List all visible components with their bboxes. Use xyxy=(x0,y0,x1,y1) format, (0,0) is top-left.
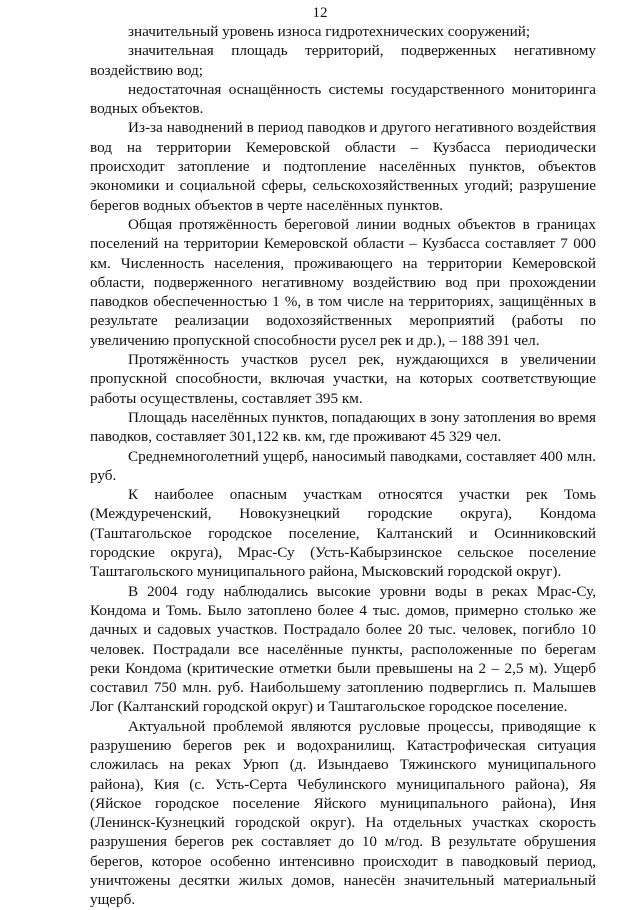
paragraph-2004-flood: В 2004 году наблюдались высокие уровни воды в реках Мрас-Су, Кондома и Томь. Было затоплено более 4 тыс. домов, примерно столько же дачных и садовых участков. Пострадало более 20 тыс. человек, погибло 10 человек. Пострадали все населённые пункты, расположенные по берегам реки Кондома (критические отметки были превышены на 2 – 2,5 м). Ущерб составил 750 млн. руб. Наибольшему затоплению подверглись п. Малышев Лог (Калтанский городской округ) и Таштагольское городское поселение. xyxy=(90,582,596,716)
paragraph-monitoring: недостаточная оснащённость системы государственного мониторинга водных объектов. xyxy=(90,80,596,118)
document-body xyxy=(90,22,596,910)
paragraph-river-sections: Протяжённость участков русел рек, нуждающихся в увеличении пропускной способности, включая участки, на которых соответствующие работы осуществлены, составляет 395 км. xyxy=(90,351,596,407)
paragraph-dangerous-sections: К наиболее опасным участкам относятся участки рек Томь (Междуреченский, Новокузнецкий городские округа), Кондома (Таштагольское городское поселение, Калтанский и Осинниковский городские округа), Мрас-Су (Усть-Кабырзинское сельское поселение Таштагольского муниципального района, Мысковский городской округ). xyxy=(90,486,596,581)
paragraph-shoreline: Общая протяжённость береговой линии водных объектов в границах поселений на территории Кемеровской области – Кузбасса составляет 7 000 км. Численность населения, проживающего на территории Кемеровской области, подверженного негативному воздействию вод при прохождении паводков обеспеченностью 1 %, в том числе на территориях, защищённых в результате реализации водохозяйственных мероприятий (работы по увеличению пропускной способности русел рек и др.), – 188 391 чел. xyxy=(90,215,596,349)
paragraph-affected-area: значительная площадь территорий, подверженных негативному воздействию вод; xyxy=(90,42,596,79)
paragraph-flooding: Из-за наводнений в период паводков и другого негативного воздействия вод на территории Кемеровской области – Кузбасса периодически происходит затопление и подтопление населённых пунктов, объектов экономики и социальной сферы, сельскохозяйственных угодий; разрушение берегов водных объектов в черте населённых пунктов. xyxy=(90,119,596,214)
paragraph-average-damage: Среднемноголетний ущерб, наносимый паводками, составляет 400 млн. руб. xyxy=(90,447,596,484)
paragraph-channel-processes: Актуальной проблемой являются русловые процессы, приводящие к разрушению берегов рек и водохранилищ. Катастрофическая ситуация сложилась на реках Урюп (д. Изындаево Тяжинского муниципального района), Кия (с. Усть-Серта Чебулинского муниципального района), Яя (Яйское городское поселение Яйского муниципального района), Иня (Ленинск-Кузнецкий городской округ). На отдельных участках скорость разрушения берегов рек составляет до 10 м/год. В результате обрушения берегов, которое особенно интенсивно происходит в паводковый период, уничтожены десятки жилых домов, нанесён значительный материальный ущерб. xyxy=(90,717,596,909)
paragraph-wear-of-structures: значительный уровень износа гидротехнических сооружений; xyxy=(128,23,531,40)
paragraph-settlement-area: Площадь населённых пунктов, попадающих в зону затопления во время паводков, составляет 301,122 кв. км, где проживают 45 329 чел. xyxy=(90,408,596,446)
page-number: 12 xyxy=(312,5,328,21)
